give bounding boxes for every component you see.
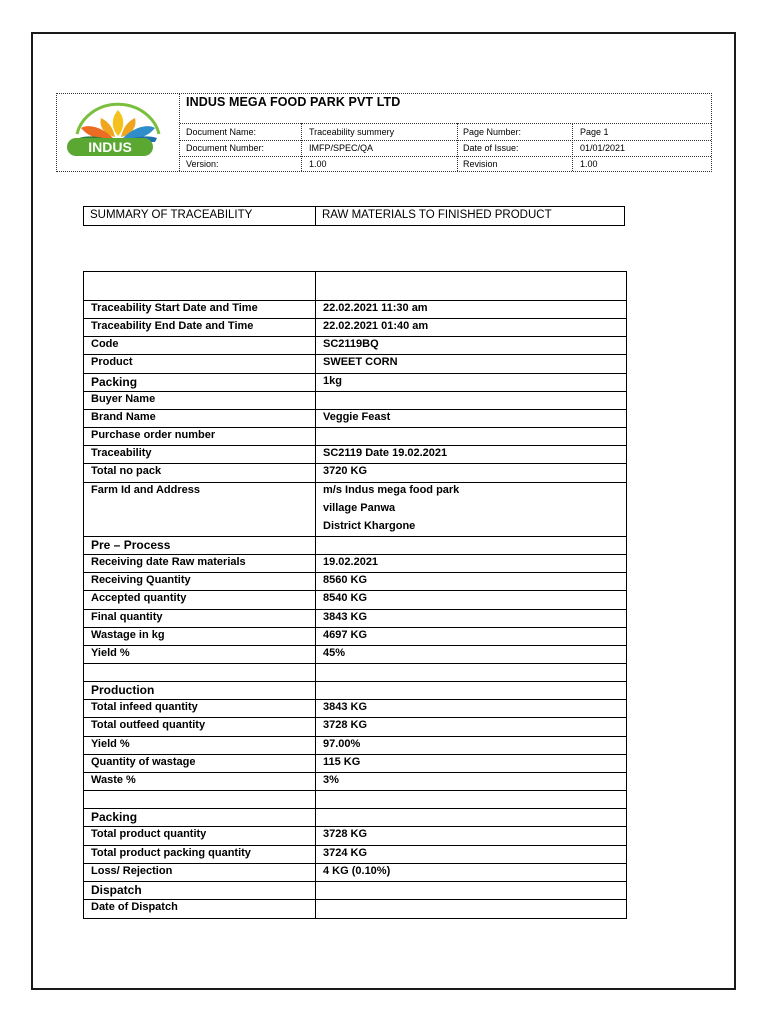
row-label: Quantity of wastage: [91, 755, 196, 768]
row-label: Dispatch: [91, 882, 142, 897]
row-label: Packing: [91, 810, 138, 825]
table-row-divider: [84, 373, 626, 374]
row-value: 1kg: [323, 374, 342, 387]
row-value: 3843 KG: [323, 701, 368, 714]
page-number-label: Page Number:: [463, 127, 522, 137]
revision-value: 1.00: [580, 159, 598, 169]
row-label: Packing: [91, 374, 138, 389]
row-value: 3720 KG: [323, 465, 368, 478]
row-label: Traceability End Date and Time: [91, 320, 254, 333]
date-of-issue-value: 01/01/2021: [580, 143, 626, 153]
document-number-value: IMFP/SPEC/QA: [309, 143, 374, 153]
row-value-line: District Khargone: [323, 519, 416, 532]
row-value: 3843 KG: [323, 610, 368, 623]
row-label: Receiving date Raw materials: [91, 556, 246, 569]
header-divider: [179, 94, 180, 171]
table-row-divider: [84, 808, 626, 809]
row-value: Veggie Feast: [323, 410, 391, 423]
row-value: 8540 KG: [323, 592, 368, 605]
table-row-divider: [84, 772, 626, 773]
row-label: Total product packing quantity: [91, 846, 251, 859]
table-row-divider: [84, 790, 626, 791]
row-label: Production: [91, 683, 155, 698]
row-label: Loss/ Rejection: [91, 864, 173, 877]
date-of-issue-label: Date of Issue:: [463, 143, 519, 153]
table-row-divider: [84, 681, 626, 682]
row-label: Total product quantity: [91, 828, 207, 841]
row-label: Wastage in kg: [91, 628, 165, 641]
row-value: 3%: [323, 773, 339, 786]
traceability-table: [83, 271, 627, 919]
version-label: Version:: [186, 159, 219, 169]
row-value: SWEET CORN: [323, 356, 398, 369]
row-label: Total infeed quantity: [91, 701, 198, 714]
row-value: 4697 KG: [323, 628, 368, 641]
row-label: Traceability: [91, 447, 152, 460]
table-row-divider: [84, 391, 626, 392]
table-row-divider: [84, 899, 626, 900]
row-value: 115 KG: [323, 755, 361, 768]
document-number-label: Document Number:: [186, 143, 265, 153]
row-value: 19.02.2021: [323, 556, 379, 569]
row-value: 45%: [323, 646, 346, 659]
row-label: Farm Id and Address: [91, 483, 201, 496]
row-value: 22.02.2021 01:40 am: [323, 320, 429, 333]
row-value: 22.02.2021 11:30 am: [323, 302, 428, 314]
indus-logo: [57, 94, 179, 171]
table-row-divider: [84, 536, 626, 537]
table-row-divider: [84, 881, 626, 882]
page-number-value: Page 1: [580, 127, 609, 137]
row-label: Purchase order number: [91, 429, 216, 442]
row-label: Product: [91, 356, 133, 369]
table-row-divider: [84, 427, 626, 428]
row-value: 8560 KG: [323, 574, 368, 587]
row-label: Waste %: [91, 773, 136, 786]
table-row-divider: [84, 663, 626, 664]
row-label: Receiving Quantity: [91, 574, 191, 587]
summary-title: SUMMARY OF TRACEABILITY: [90, 209, 253, 221]
summary-scope: RAW MATERIALS TO FINISHED PRODUCT: [322, 209, 552, 221]
row-label: Brand Name: [91, 410, 156, 423]
version-value: 1.00: [309, 159, 327, 169]
row-value: SC2119 Date 19.02.2021: [323, 447, 448, 460]
logo-text: INDUS: [88, 139, 132, 155]
revision-label: Revision: [463, 159, 498, 169]
row-label: Total no pack: [91, 465, 162, 478]
row-label: Yield %: [91, 646, 130, 659]
row-label: Buyer Name: [91, 392, 156, 405]
row-label: Yield %: [91, 737, 130, 750]
row-value: 3728 KG: [323, 828, 368, 841]
row-label: Date of Dispatch: [91, 900, 178, 913]
row-label: Final quantity: [91, 610, 163, 623]
row-label: Code: [91, 338, 119, 351]
document-name-label: Document Name:: [186, 127, 257, 137]
row-value: 3728 KG: [323, 719, 368, 732]
row-value-line: village Panwa: [323, 501, 396, 514]
row-label: Traceability Start Date and Time: [91, 302, 258, 314]
row-label: Accepted quantity: [91, 592, 187, 605]
row-value: 97.00%: [323, 737, 361, 750]
table-row-divider: [84, 645, 626, 646]
row-value: 4 KG (0.10%): [323, 864, 391, 877]
row-label: Total outfeed quantity: [91, 719, 206, 732]
company-name: INDUS MEGA FOOD PARK PVT LTD: [186, 95, 401, 109]
row-value: m/s Indus mega food park: [323, 483, 460, 496]
row-value: 3724 KG: [323, 846, 368, 859]
summary-table: [83, 206, 625, 226]
row-value: SC2119BQ: [323, 338, 379, 351]
document-name-value: Traceability summery: [309, 127, 395, 137]
row-label: Pre – Process: [91, 537, 171, 552]
